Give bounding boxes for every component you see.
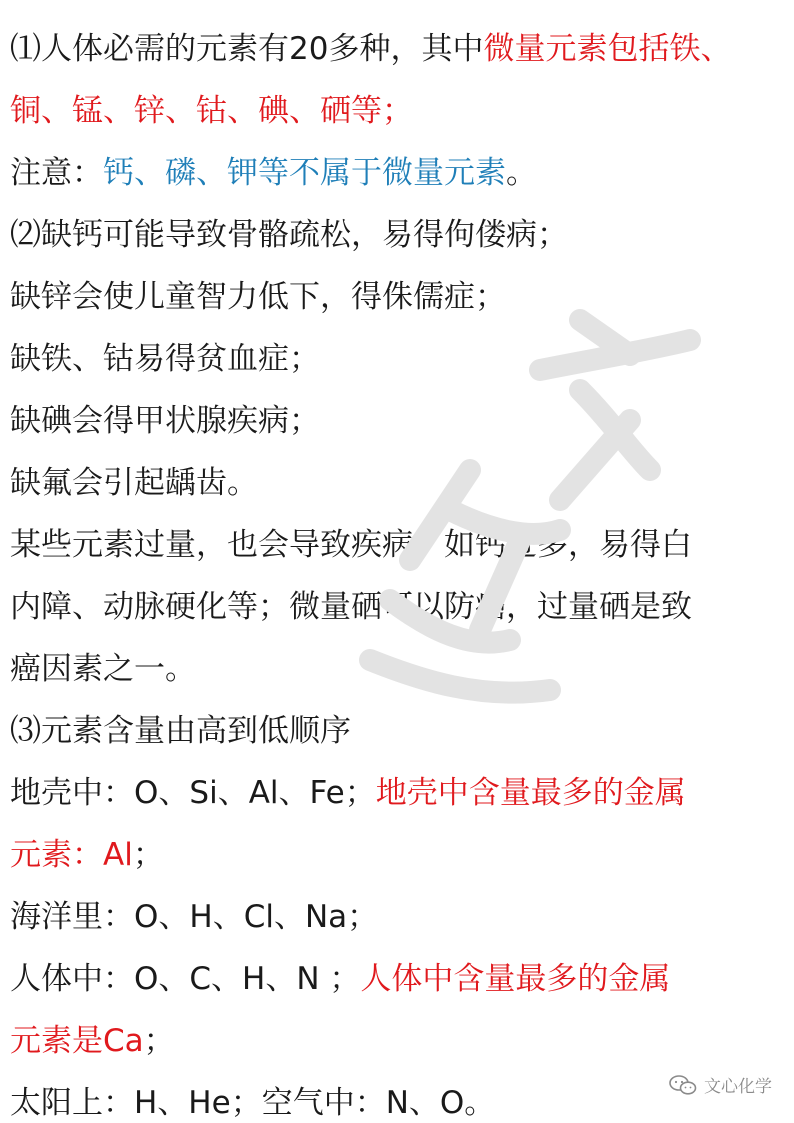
text-line [10,390,790,452]
text-segment: 注意： [10,155,103,191]
text-segment: 癌因素之一。 [10,651,196,687]
text-segment: 内障、动脉硬化等；微量硒可以防癌，过量硒是致 [10,589,692,625]
text-segment: 铜、锰、锌、钴、碘、硒等； [10,93,413,129]
text-segment: ⑵缺钙可能导致骨骼疏松，易得佝偻病； [10,217,568,253]
text-segment: 缺碘会得甲状腺疾病； [10,403,320,439]
text-segment: 缺氟会引起龋齿。 [10,465,258,501]
text-line [10,452,790,514]
brand-badge [668,1072,772,1097]
text-body [10,18,790,1123]
text-segment: 太阳上：H、He；空气中：N、O。 [10,1085,496,1121]
text-segment: 。 [506,155,537,191]
text-line [10,204,790,266]
text-line [10,638,790,700]
text-segment: 缺锌会使儿童智力低下，得侏儒症； [10,279,506,315]
text-line [10,762,790,824]
text-line [10,700,790,762]
text-line [10,948,790,1010]
text-line [10,514,790,576]
text-segment: 海洋里：O、H、Cl、Na； [10,899,379,935]
text-line [10,886,790,948]
text-segment: 微量元素包括铁、 [483,31,732,67]
text-line [10,1010,790,1072]
text-segment: ⑶元素含量由高到低顺序 [10,713,351,749]
text-segment: ； [143,1023,175,1059]
text-line [10,80,790,142]
text-segment: ； [132,837,164,873]
text-line [10,328,790,390]
text-segment: 元素是Ca [10,1023,144,1059]
text-segment: 地壳中含量最多的金属 [375,775,686,811]
text-segment: 人体中：O、C、H、N ； [10,961,361,997]
text-line [10,18,790,80]
text-line [10,142,790,204]
wechat-icon [668,1073,698,1097]
text-segment: 元素：Al [10,837,133,873]
text-line [10,266,790,328]
text-segment: 某些元素过量，也会导致疾病。如钙过多，易得白 [10,527,692,563]
text-segment: 人体中含量最多的金属 [360,961,671,997]
text-segment: 地壳中：O、Si、Al、Fe； [10,775,376,811]
text-segment: 缺铁、钴易得贫血症； [10,341,320,377]
text-segment: 钙、磷、钾等不属于微量元素 [103,155,506,191]
text-line [10,576,790,638]
brand-name: 文心化学 [704,1077,772,1097]
text-line [10,824,790,886]
text-segment: ⑴人体必需的元素有20多种，其中 [10,31,484,67]
